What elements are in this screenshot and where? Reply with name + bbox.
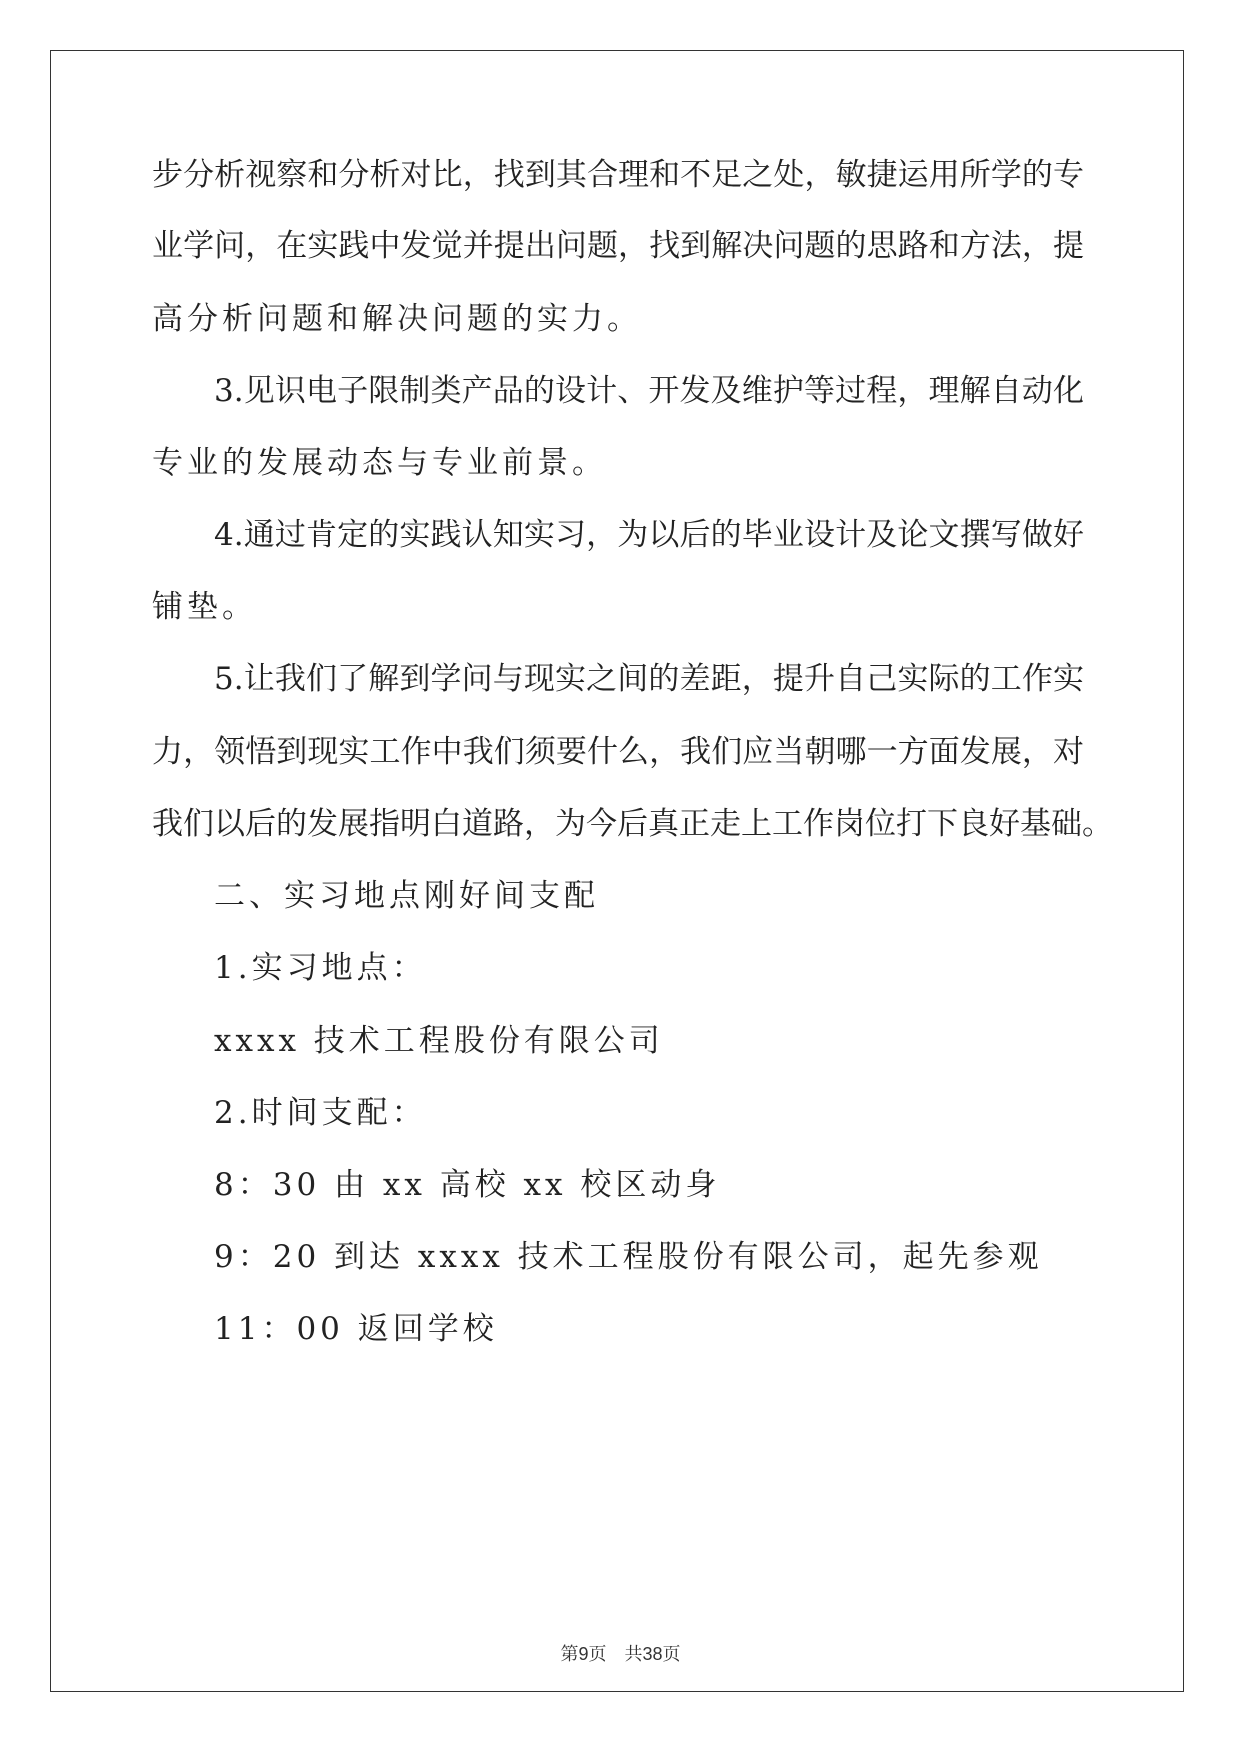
section-heading: 二、实习地点刚好间支配 (214, 878, 599, 914)
page-border (50, 50, 1184, 1692)
text-line: 步分析视察和分析对比，找到其合理和不足之处，敏捷运用所学的专 (152, 157, 1084, 193)
text-line: 2.时间支配： (214, 1095, 427, 1131)
text-line: 铺垫。 (152, 589, 257, 625)
text-line: 5.让我们了解到学问与现实之间的差距，提升自己实际的工作实 (214, 661, 1084, 697)
text-line: 力，领悟到现实工作中我们须要什么，我们应当朝哪一方面发展，对 (152, 734, 1084, 770)
text-line: 3.见识电子限制类产品的设计、开发及维护等过程，理解自动化 (214, 373, 1084, 409)
page-total: 38 (642, 1644, 663, 1664)
text-line: 8：30 由 xx 高校 xx 校区动身 (214, 1167, 721, 1203)
text-line: 专业的发展动态与专业前景。 (152, 445, 607, 481)
footer-mid: 页 共 (588, 1644, 643, 1665)
text-line: 我们以后的发展指明白道路，为今后真正走上工作岗位打下良好基础。 (152, 806, 1113, 842)
text-line: 业学问，在实践中发觉并提出问题，找到解决问题的思路和方法，提 (152, 228, 1084, 264)
footer-prefix: 第 (560, 1644, 579, 1665)
footer-suffix: 页 (662, 1644, 681, 1665)
text-line: 4.通过肯定的实践认知实习，为以后的毕业设计及论文撰写做好 (214, 517, 1084, 553)
text-line: 11：00 返回学校 (214, 1311, 498, 1347)
text-line: 9：20 到达 xxxx 技术工程股份有限公司，起先参观 (214, 1239, 1043, 1275)
text-line: 高分析问题和解决问题的实力。 (152, 301, 642, 337)
text-line: 1.实习地点： (214, 950, 427, 986)
page-number: 9 (578, 1644, 589, 1664)
text-line: xxxx 技术工程股份有限公司 (214, 1023, 664, 1059)
page-footer (0, 1640, 1241, 1666)
